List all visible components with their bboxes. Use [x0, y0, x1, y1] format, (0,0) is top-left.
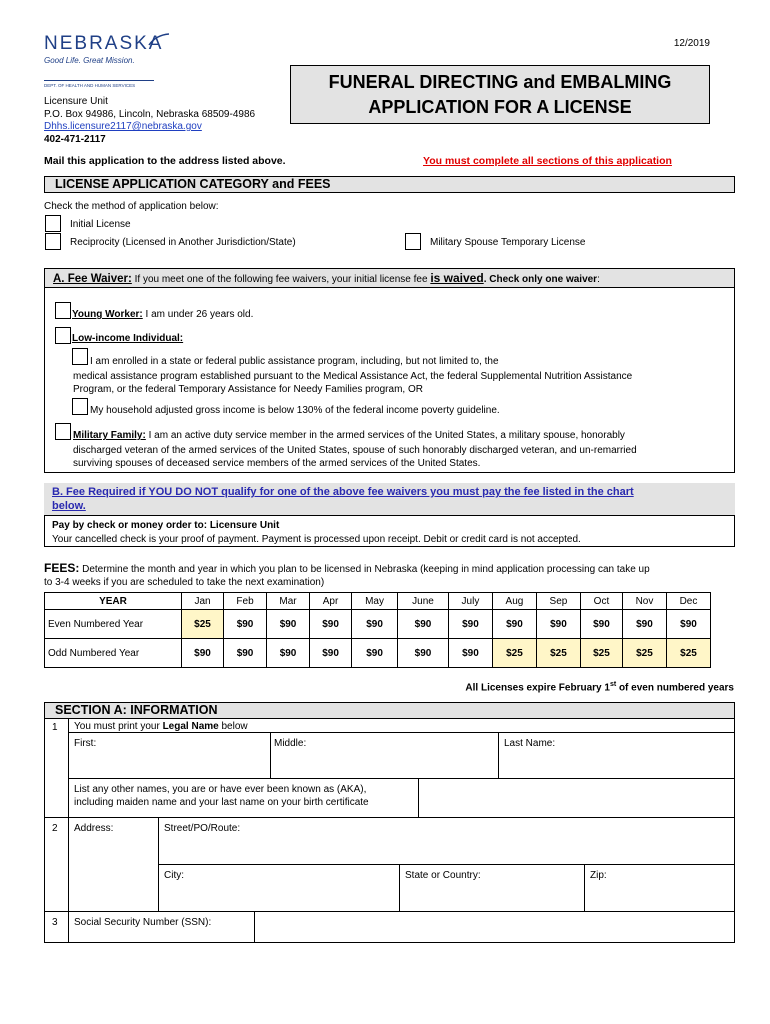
fee-required-header — [44, 483, 735, 516]
fee-cell: $90 — [310, 639, 352, 668]
address-unit: Licensure Unit — [44, 96, 108, 107]
fee-cell: $90 — [622, 610, 666, 639]
middle-name-label: Middle: — [274, 738, 307, 749]
item-number-3: 3 — [52, 917, 58, 928]
mail-note: Mail this application to the address listed above. — [44, 155, 286, 167]
state-field[interactable] — [401, 882, 582, 909]
aka-line2: including maiden name and your last name on your birth certificate — [74, 797, 369, 808]
young-worker-text: I am under 26 years old. — [142, 309, 254, 320]
even-year-label: Even Numbered Year — [45, 610, 182, 639]
fee-col-year: YEAR — [45, 593, 182, 610]
aka-col-divider — [418, 778, 419, 817]
address-row-divider — [158, 864, 735, 865]
fee-required-line2: below. — [52, 500, 86, 512]
fee-col-month: Aug — [492, 593, 536, 610]
category-instruction: Check the method of application below: — [44, 201, 219, 212]
form-title — [290, 65, 710, 124]
first-name-label: First: — [74, 738, 97, 749]
fee-waiver-text: If you meet one of the following fee waivers, your initial license fee — [131, 274, 431, 285]
fees-text2: to 3-4 weeks if you are scheduled to take the next examination) — [44, 577, 325, 588]
name-row-divider — [68, 778, 735, 779]
legal-name-c: below — [218, 721, 248, 732]
military-family-line1 — [73, 430, 625, 441]
mailing-address — [44, 96, 255, 146]
fees-label: FEES: — [44, 561, 80, 575]
expire-text-a: All Licenses expire February 1 — [465, 682, 610, 694]
reciprocity-label: Reciprocity (Licensed in Another Jurisdiction/State) — [70, 237, 296, 248]
fee-col-month: Oct — [580, 593, 622, 610]
fee-cell: $25 — [666, 639, 710, 668]
fee-col-month: Dec — [666, 593, 710, 610]
fee-cell: $25 — [622, 639, 666, 668]
fee-waiver-colon: : — [597, 274, 600, 285]
military-family-checkbox[interactable] — [55, 423, 71, 440]
fee-waiver-label: A. Fee Waiver: — [53, 273, 132, 285]
city-field[interactable] — [160, 882, 397, 909]
fees-instruction — [44, 562, 735, 589]
section-a — [44, 702, 735, 943]
military-family-text1: I am an active duty service member in the armed services of the United States, a military spouse, honorably — [145, 430, 625, 441]
fee-cell: $90 — [398, 610, 449, 639]
form-title-line2: APPLICATION FOR A LICENSE — [368, 97, 632, 117]
fee-row-odd — [45, 639, 711, 668]
military-family-line3: surviving spouses of deceased service members of the armed services of the United States. — [73, 458, 481, 469]
ssn-field[interactable] — [256, 913, 732, 941]
fee-cell: $90 — [182, 639, 224, 668]
fee-col-month: Nov — [622, 593, 666, 610]
low-income-line4: My household adjusted gross income is below 130% of the federal income poverty guideline. — [90, 405, 500, 416]
low-income-line3: Program, or the federal Temporary Assistance for Needy Families program, OR — [73, 384, 423, 395]
category-title: LICENSE APPLICATION CATEGORY and FEES — [44, 176, 735, 193]
fee-col-month: Jan — [182, 593, 224, 610]
low-income-agi-checkbox[interactable] — [72, 398, 88, 415]
fee-cell: $90 — [492, 610, 536, 639]
initial-license-label: Initial License — [70, 219, 131, 230]
fee-waiver-waived: is waived — [430, 271, 484, 285]
city-label: City: — [164, 870, 184, 881]
fee-cell: $25 — [580, 639, 622, 668]
fees-text1: Determine the month and year in which you plan to be licensed in Nebraska (keeping in mind application processing can take up — [79, 564, 650, 575]
fee-cell: $90 — [580, 610, 622, 639]
license-expiration-note — [420, 681, 734, 693]
number-column-divider — [68, 718, 69, 943]
military-family-line2: discharged veteran of the armed services of the United States, spouse of such honorably discharged veteran, and un-remarried — [73, 445, 637, 456]
fee-table-header — [45, 593, 711, 610]
initial-license-checkbox[interactable] — [45, 215, 61, 232]
low-income-label: Low-income Individual: — [72, 333, 184, 344]
legal-name-b: Legal Name — [162, 721, 219, 732]
fee-cell: $90 — [267, 639, 310, 668]
expire-sup: st — [609, 681, 617, 688]
fee-cell: $90 — [267, 610, 310, 639]
fee-cell: $90 — [352, 610, 398, 639]
state-zip-divider — [584, 864, 585, 911]
odd-year-label: Odd Numbered Year — [45, 639, 182, 668]
first-name-field[interactable] — [70, 750, 268, 776]
young-worker-checkbox[interactable] — [55, 302, 71, 319]
fee-cell: $25 — [492, 639, 536, 668]
logo-department: DEPT. OF HEALTH AND HUMAN SERVICES — [44, 80, 154, 88]
fee-cell: $25 — [536, 639, 580, 668]
fee-row-even — [45, 610, 711, 639]
fee-col-month: May — [352, 593, 398, 610]
zip-label: Zip: — [590, 870, 607, 881]
ssn-label: Social Security Number (SSN): — [74, 917, 212, 928]
aka-instruction — [74, 783, 369, 809]
fee-col-month: June — [398, 593, 449, 610]
fee-cell: $90 — [224, 610, 267, 639]
legal-name-a: You must print your — [74, 721, 163, 732]
phone-number: 402-471-2117 — [44, 133, 106, 145]
section-a-title: SECTION A: INFORMATION — [44, 702, 735, 719]
military-spouse-label: Military Spouse Temporary License — [430, 237, 586, 248]
ssn-col-divider — [254, 911, 255, 943]
fee-cell: $90 — [310, 610, 352, 639]
fee-cell: $90 — [224, 639, 267, 668]
logo-swoosh-icon — [148, 33, 170, 47]
fee-cell: $90 — [398, 639, 449, 668]
low-income-line1: I am enrolled in a state or federal public assistance program, including, but not limited to, the — [90, 356, 499, 367]
military-spouse-checkbox[interactable] — [405, 233, 421, 250]
military-family-label: Military Family: — [73, 430, 146, 441]
fee-cell: $90 — [536, 610, 580, 639]
fee-waiver-header — [44, 268, 735, 288]
fee-cell: $90 — [352, 639, 398, 668]
low-income-line2: medical assistance program established pursuant to the Medical Assistance Act, the federal Supplemental Nutrition Assistance — [73, 371, 633, 382]
city-state-divider — [399, 864, 400, 911]
fee-cell: $90 — [666, 610, 710, 639]
address-po: P.O. Box 94986, Lincoln, Nebraska 68509-4986 — [44, 108, 256, 120]
revision-date: 12/2019 — [673, 38, 710, 49]
row-divider — [44, 817, 735, 818]
street-label: Street/PO/Route: — [164, 823, 241, 834]
aka-field[interactable] — [420, 780, 732, 815]
form-title-line1: FUNERAL DIRECTING and EMBALMING — [328, 72, 672, 92]
last-name-label: Last Name: — [504, 738, 556, 749]
fee-cell: $90 — [448, 610, 492, 639]
young-worker-label: Young Worker: — [72, 309, 143, 320]
fee-col-month: Sep — [536, 593, 580, 610]
aka-line1: List any other names, you are or have ever been known as (AKA), — [74, 784, 367, 795]
fee-col-month: Apr — [310, 593, 352, 610]
fee-waiver-tail: . Check only one waiver — [483, 274, 598, 285]
legal-name-instruction — [74, 721, 248, 732]
item-number-1: 1 — [52, 722, 58, 733]
pay-to: Pay by check or money order to: Licensure Unit — [52, 520, 280, 531]
fee-col-month: Feb — [224, 593, 267, 610]
logo-wordmark: NEBRASKA — [44, 33, 164, 54]
fee-table — [44, 592, 711, 668]
address-label: Address: — [74, 823, 114, 834]
row-divider — [44, 911, 735, 912]
young-worker-option — [72, 309, 253, 320]
fee-cell: $90 — [448, 639, 492, 668]
street-field[interactable] — [160, 836, 732, 862]
fee-col-month: Mar — [267, 593, 310, 610]
payment-proof: Your cancelled check is your proof of payment. Payment is processed upon receipt. Debit or credit card is not accepted. — [52, 534, 581, 545]
state-label: State or Country: — [405, 870, 481, 881]
name-header-divider — [68, 732, 735, 733]
logo-tagline: Good Life. Great Mission. — [44, 56, 135, 65]
fee-col-month: July — [448, 593, 492, 610]
low-income-checkbox[interactable] — [55, 327, 71, 344]
last-name-field[interactable] — [500, 750, 732, 776]
zip-field[interactable] — [586, 882, 732, 909]
item-number-2: 2 — [52, 823, 58, 834]
low-income-assistance-checkbox[interactable] — [72, 348, 88, 365]
fee-required-line1: B. Fee Required if YOU DO NOT qualify for one of the above fee waivers you must pay the fee listed in the chart — [52, 486, 634, 498]
email-link[interactable]: Dhhs.licensure2117@nebraska.gov — [44, 121, 202, 132]
must-complete-note: You must complete all sections of this application — [423, 155, 672, 167]
reciprocity-checkbox[interactable] — [45, 233, 61, 250]
middle-name-field[interactable] — [272, 750, 496, 776]
name-col-divider — [498, 732, 499, 778]
name-col-divider — [270, 732, 271, 778]
expire-text-b: of even numbered years — [616, 682, 734, 694]
fee-cell: $25 — [182, 610, 224, 639]
